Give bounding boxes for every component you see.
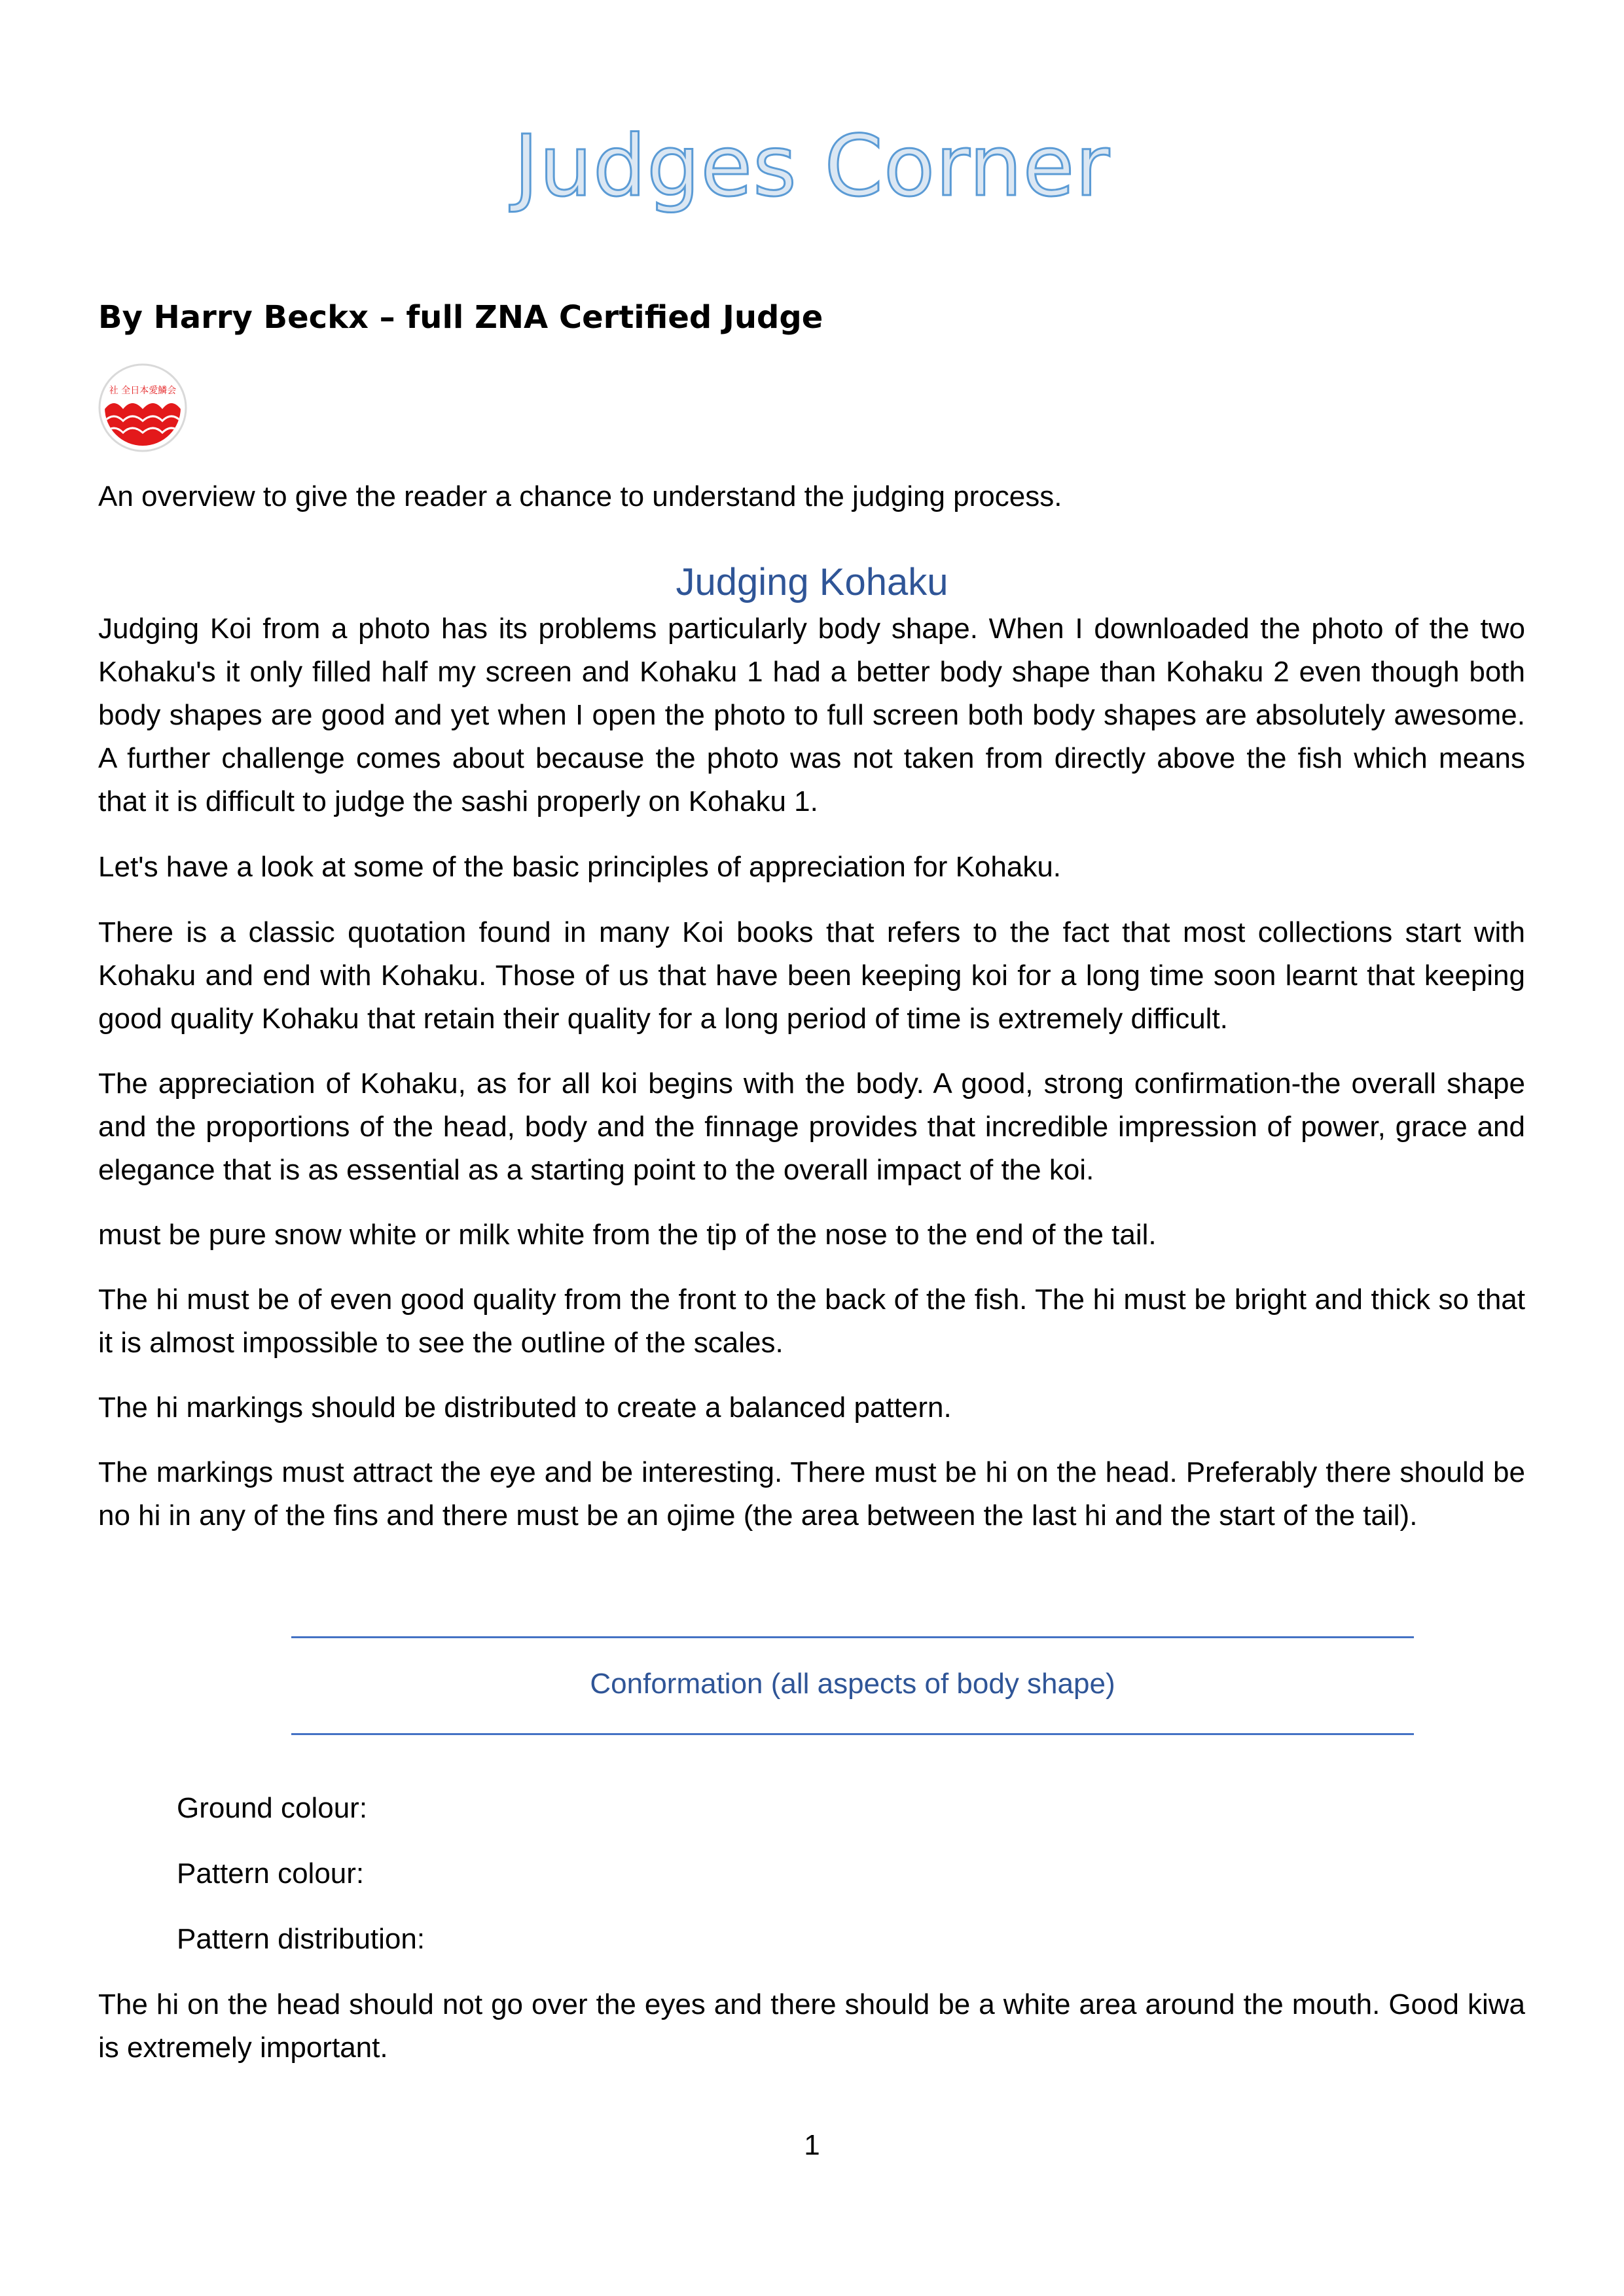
document-title: Judges Corner (513, 118, 1111, 215)
paragraph: There is a classic quotation found in many Koi books that refers to the fact that most collections start with Kohaku and end with Kohaku. Those of us that have been keeping koi for a long time soon learnt that keeping good quality Kohaku that retain their quality for a long period of time is extremely difficult. (98, 916, 1525, 1035)
page-number: 1 (804, 2129, 820, 2161)
paragraph: The hi markings should be distributed to create a balanced pattern. (98, 1391, 952, 1424)
list-item: Pattern distribution: (177, 1923, 425, 1955)
paragraph: The appreciation of Kohaku, as for all koi begins with the body. A good, strong confirmation-the overall shape and the proportions of the head, body and the finnage provides that incredible impression of power, grace and elegance that is as essential as a starting point to the overall impact of the koi. (98, 1067, 1525, 1186)
paragraph: The hi must be of even good quality from the front to the back of the fish. The hi must be bright and thick so that it is almost impossible to see the outline of the scales. (98, 1283, 1525, 1359)
section-heading: Judging Kohaku (676, 561, 948, 603)
author-byline: By Harry Beckx – full ZNA Certified Judge (98, 299, 823, 336)
zna-logo-icon (98, 363, 187, 452)
list-item: Ground colour: (177, 1792, 368, 1824)
quote-top-rule (291, 1636, 1414, 1638)
intro-text: An overview to give the reader a chance to understand the judging process. (98, 480, 1062, 512)
intense-quote: Conformation (all aspects of body shape) (590, 1668, 1115, 1700)
logo-text: 社 全日本愛鱗会 (109, 386, 177, 396)
paragraph: must be pure snow white or milk white from the tip of the nose to the end of the tail. (98, 1219, 1157, 1251)
quote-bottom-rule (291, 1733, 1414, 1735)
paragraph: Let's have a look at some of the basic principles of appreciation for Kohaku. (98, 851, 1062, 883)
paragraph: The markings must attract the eye and be interesting. There must be hi on the head. Preferably there should be no hi in any of the fins and there must be an ojime (the area between the last hi and the start of the tail). (98, 1456, 1525, 1532)
paragraph: Judging Koi from a photo has its problems particularly body shape. When I downloaded the photo of the two Kohaku's it only filled half my screen and Kohaku 1 had a better body shape than Kohaku 2 even though both body shapes are good and yet when I open the photo to full screen both body shapes are absolutely awesome. A further challenge comes about because the photo was not taken from directly above the fish which means that it is difficult to judge the sashi properly on Kohaku 1. (98, 613, 1525, 817)
list-item: Pattern colour: (177, 1857, 365, 1890)
closing-paragraph: The hi on the head should not go over the eyes and there should be a white area around the mouth. Good kiwa is extremely important. (98, 1988, 1525, 2064)
